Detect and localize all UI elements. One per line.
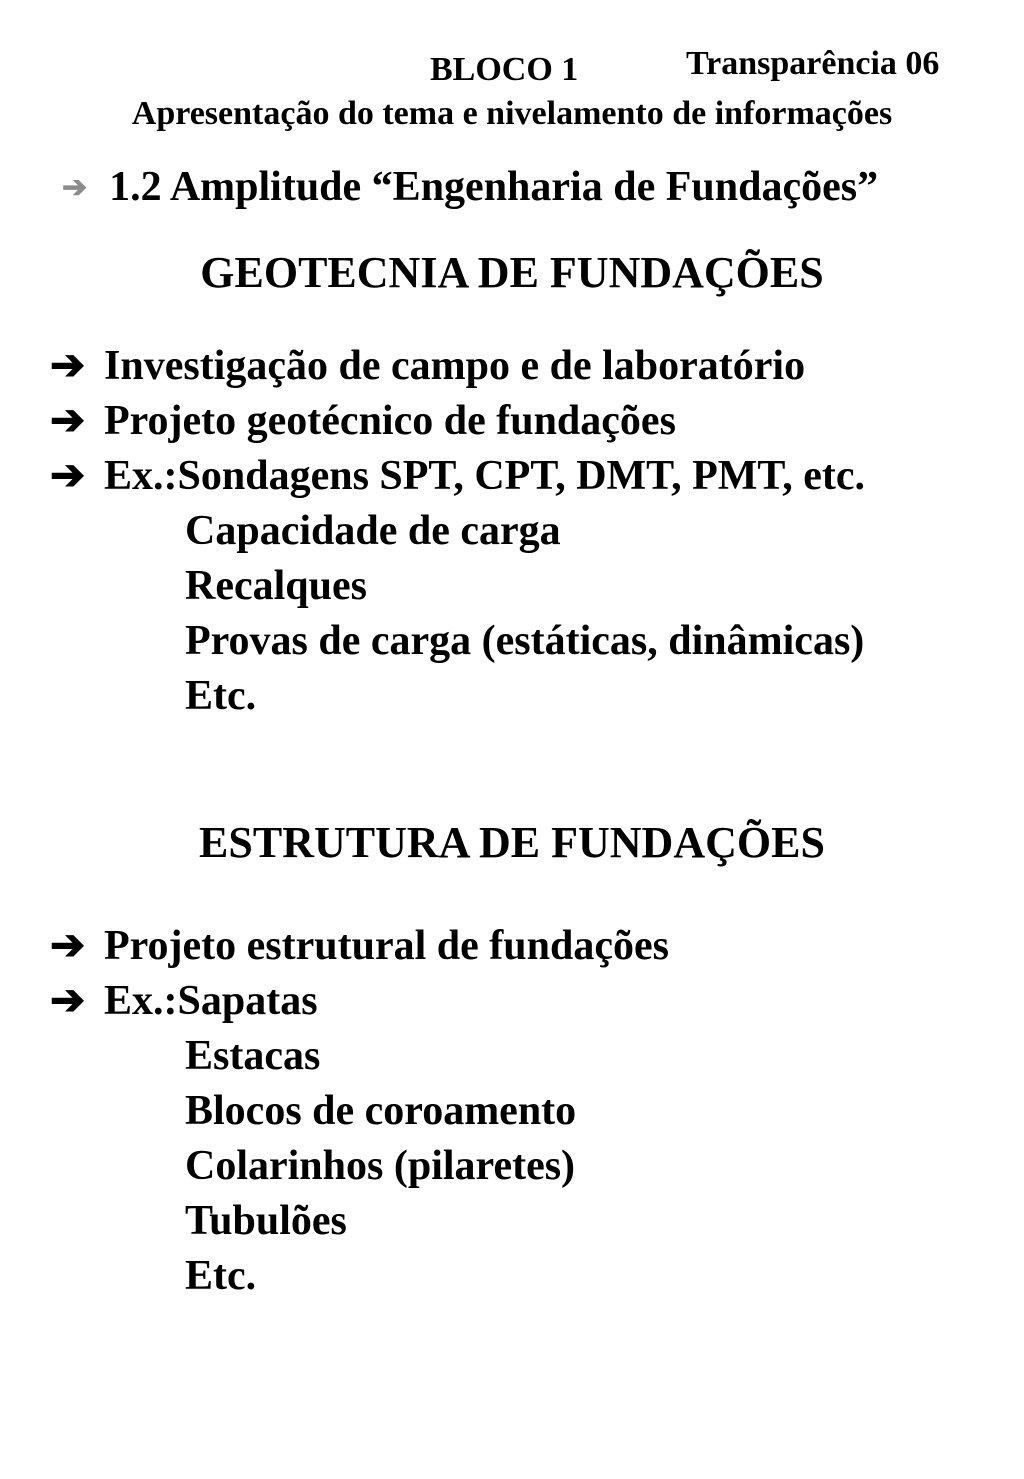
arrow-right-icon: ➔ — [50, 398, 86, 444]
arrow-right-icon: ➔ — [50, 978, 86, 1024]
list-item-text: Ex.:Sondagens SPT, CPT, DMT, PMT, etc. — [104, 453, 866, 499]
bloco-label: BLOCO 1 — [430, 51, 579, 88]
arrow-right-icon: ➔ — [50, 453, 86, 499]
sub-list-item: Colarinhos (pilaretes) — [185, 1143, 576, 1189]
sub-list-item: Capacidade de carga — [185, 508, 561, 554]
estrutura-heading: ESTRUTURA DE FUNDAÇÕES — [199, 818, 825, 867]
page-subtitle: Apresentação do tema e nivelamento de informações — [131, 95, 893, 132]
section-title-line — [62, 163, 878, 215]
list-item — [50, 921, 669, 971]
sub-list-item: Etc. — [185, 1253, 257, 1299]
sub-list-item: Etc. — [185, 673, 257, 719]
sub-list-item: Tubulões — [185, 1198, 347, 1244]
sub-list-item: Provas de carga (estáticas, dinâmicas) — [185, 618, 865, 664]
geotecnia-heading: GEOTECNIA DE FUNDAÇÕES — [200, 248, 824, 297]
list-item-text: Investigação de campo e de laboratório — [104, 343, 806, 389]
transparencia-label: Transparência 06 — [686, 45, 940, 82]
arrow-right-icon: ➔ — [50, 923, 86, 969]
section-title: 1.2 Amplitude “Engenharia de Fundações” — [109, 164, 879, 210]
list-item — [50, 396, 676, 446]
list-item — [50, 451, 865, 501]
list-item-text: Projeto estrutural de fundações — [104, 923, 669, 969]
sub-list-item: Blocos de coroamento — [185, 1088, 577, 1134]
arrow-right-icon: ➔ — [62, 171, 88, 204]
sub-list-item: Estacas — [185, 1033, 321, 1079]
list-item-text: Ex.:Sapatas — [104, 978, 318, 1024]
sub-list-item: Recalques — [185, 563, 367, 609]
list-item — [50, 341, 805, 391]
list-item — [50, 976, 318, 1026]
list-item-text: Projeto geotécnico de fundações — [104, 398, 676, 444]
arrow-right-icon: ➔ — [50, 343, 86, 389]
